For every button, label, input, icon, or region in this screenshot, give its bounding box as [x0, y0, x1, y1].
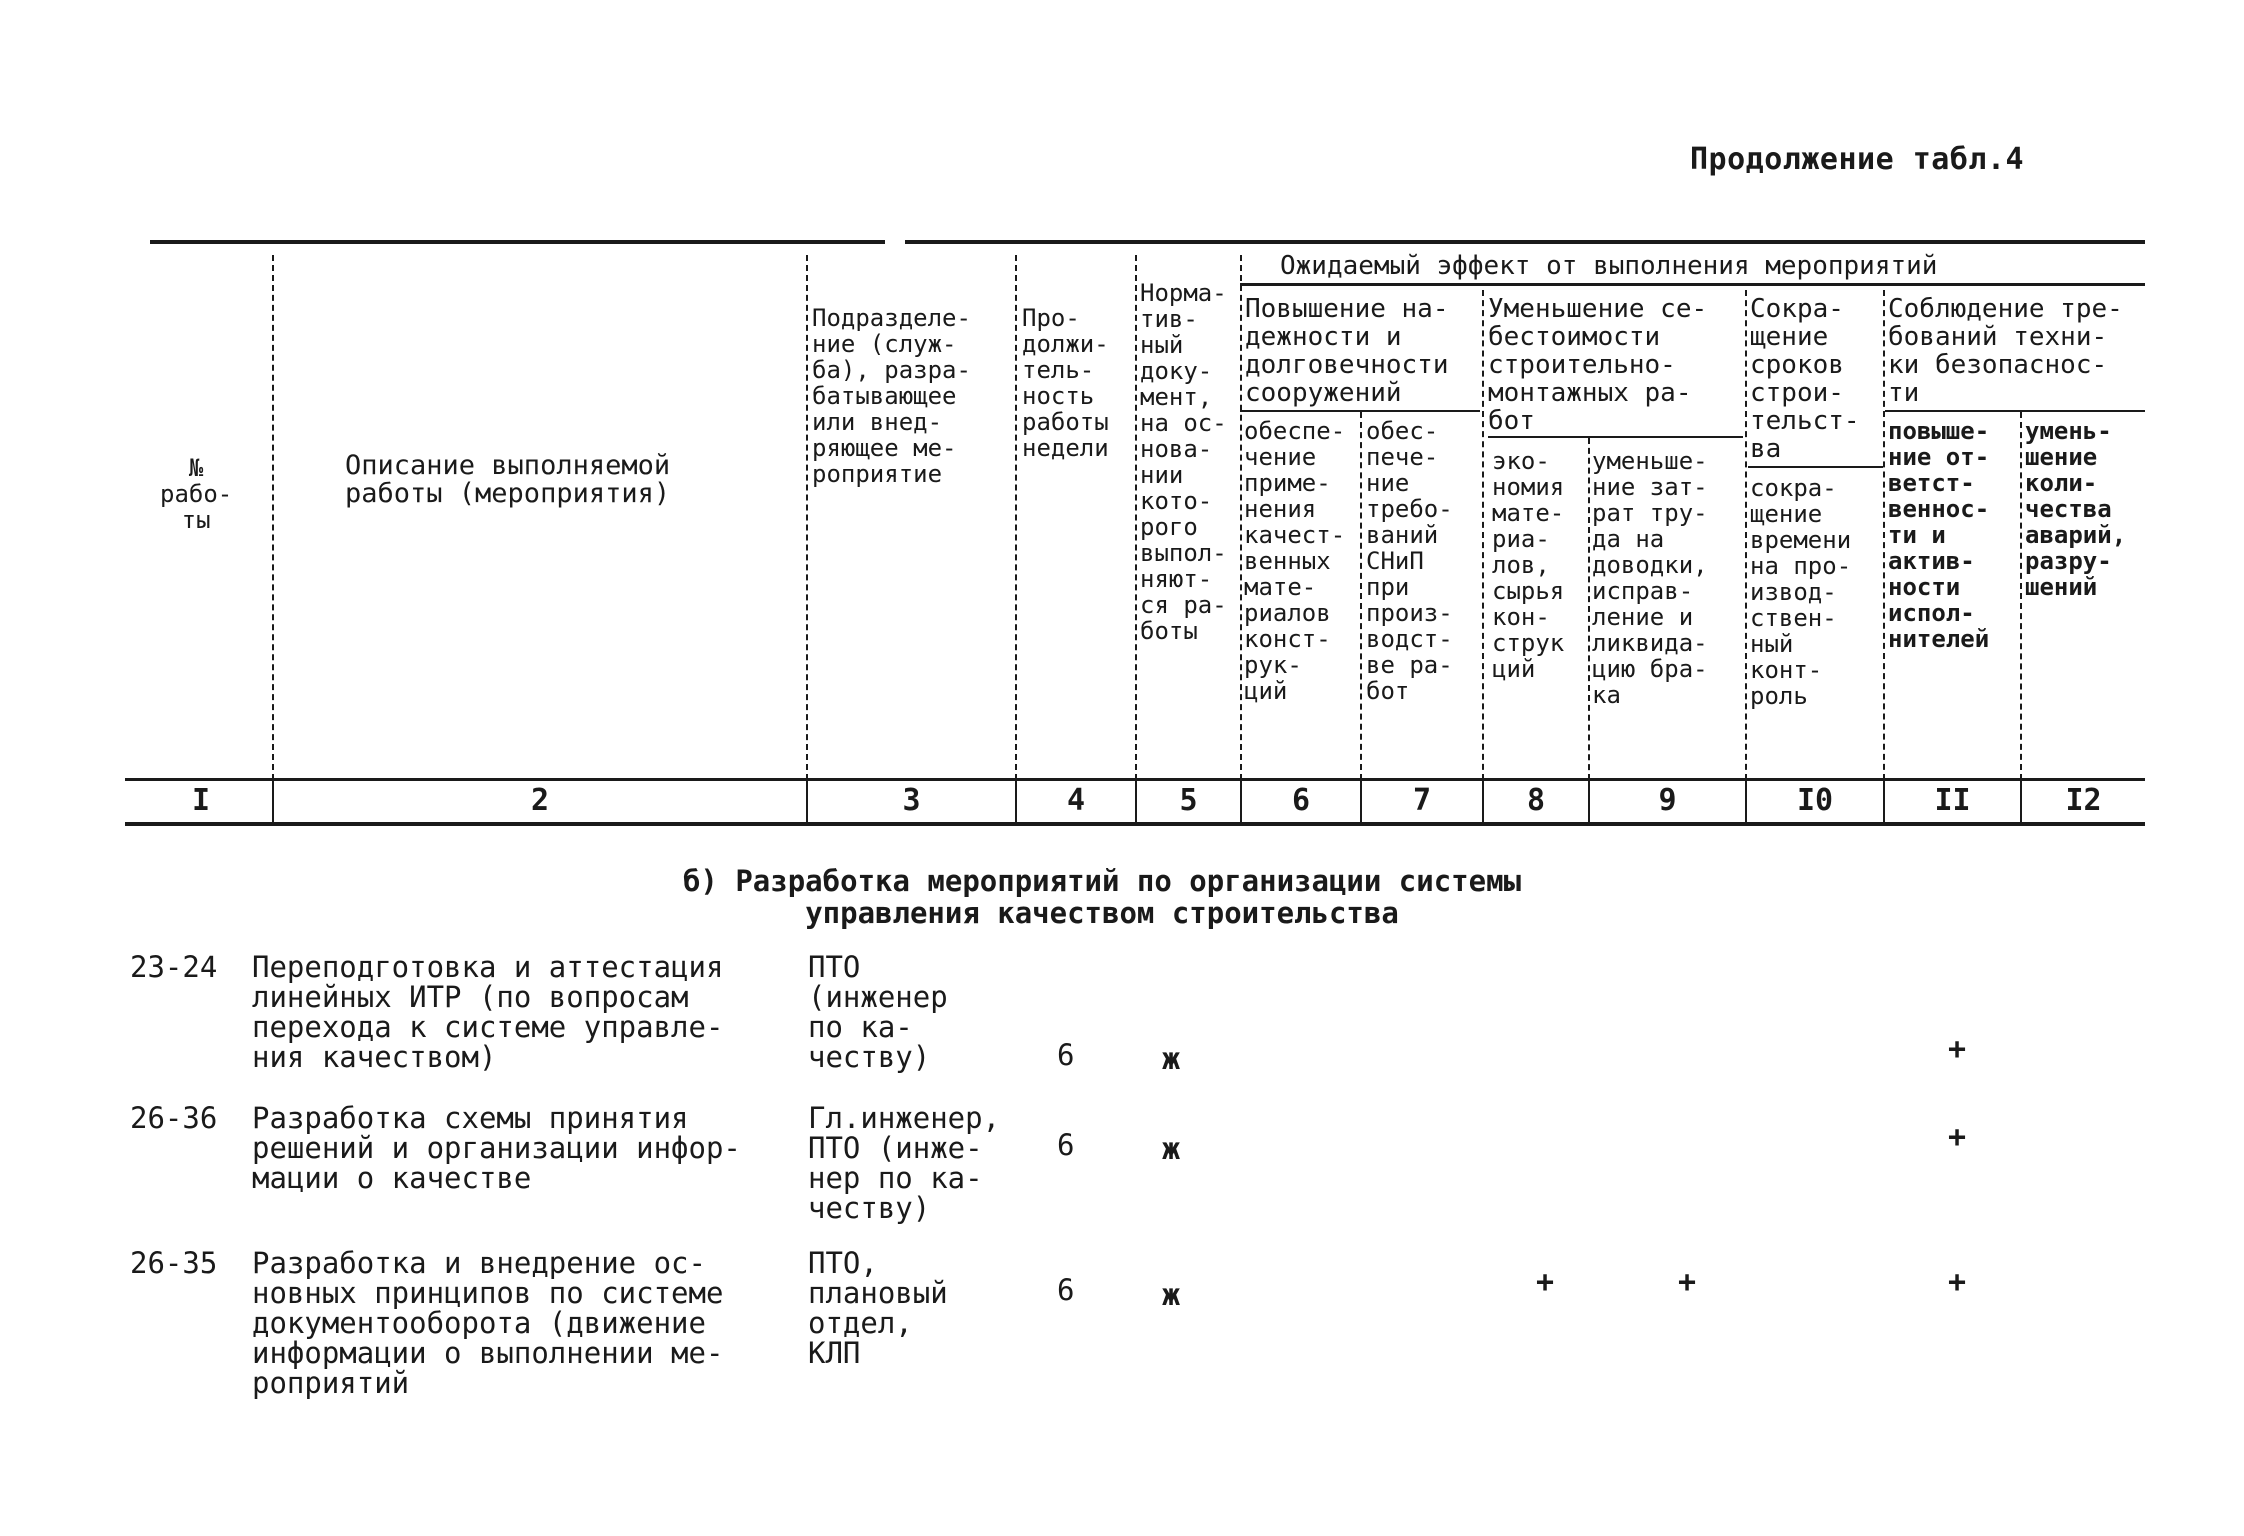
colnum-12: I2 [2065, 783, 2102, 818]
row-3-unit: ПТО, плановый отдел, КЛП [808, 1246, 948, 1370]
divider-9 [1745, 290, 1747, 780]
header-col-12: умень- шение коли- чества аварий, разру- шений [2025, 417, 2127, 601]
colnum-6: 6 [1291, 783, 1311, 818]
colnum-4: 4 [1066, 783, 1086, 818]
row-1-id: 23-24 [130, 950, 218, 984]
row-1-unit: ПТО (инженер по ка- честву) [808, 950, 948, 1074]
header-col-duration: Про- должи- тель- ность работы недели [1022, 304, 1109, 462]
divider-7 [1482, 290, 1484, 780]
numbers-bottom-rule [125, 822, 2145, 826]
row-3-mark-col9: + [1678, 1265, 1697, 1300]
row-2-unit: Гл.инженер, ПТО (инже- нер по ка- честву) [808, 1101, 1001, 1225]
divider-6 [1360, 412, 1362, 780]
colnum-8: 8 [1526, 783, 1546, 818]
header-col-number: № рабо- ты [160, 454, 233, 534]
divider-10 [1883, 290, 1885, 780]
effect-rule [1240, 283, 2145, 286]
row-2-norm-mark: ж [1162, 1132, 1181, 1167]
header-group-time: Сокра- щение сроков строи- тельст- ва [1750, 294, 1860, 464]
header-col-10: сокра- щение времени на про- извод- ствен- ный конт- роль [1750, 474, 1852, 710]
row-3-mark-col11: + [1948, 1265, 1967, 1300]
colnum-9: 9 [1658, 783, 1677, 818]
row-2-mark-col11: + [1948, 1120, 1967, 1155]
row-2-id: 26-36 [130, 1101, 218, 1135]
header-top-rule-right [905, 240, 2145, 244]
header-col-description: Описание выполняемой работы (мероприятия) [345, 450, 671, 509]
row-3-duration: 6 [1057, 1273, 1075, 1307]
row-1-mark-col11: + [1948, 1032, 1967, 1067]
divider-4 [1135, 255, 1137, 780]
continuation-title: Продолжение табл.4 [1690, 142, 2025, 177]
colnum-2: 2 [530, 783, 550, 818]
header-col-9: уменьше- ние зат- рат тру- да на доводки, исправ- ление и ликвида- цию бра- ка [1592, 447, 1708, 709]
row-2-description: Разработка схемы принятия решений и организации инфор- мации о качестве [252, 1101, 741, 1195]
colnum-3: 3 [902, 783, 921, 818]
header-col-unit: Подразделе- ние (служ- ба), разра- батывающее или внед- ряющее ме- роприятие [812, 304, 971, 488]
time-rule [1748, 466, 1883, 468]
header-group-safety: Соблюдение тре- бований техни- ки безопаснос- ти [1888, 294, 2123, 408]
header-col-7: обес- пече- ние требо- ваний СНиП при произ- водст- ве ра- бот [1366, 417, 1453, 705]
row-3-mark-col8: + [1536, 1265, 1555, 1300]
colnum-1: I [191, 783, 211, 818]
section-title [0, 865, 2244, 929]
colnum-11: II [1934, 783, 1971, 818]
header-col-norm: Норма- тив- ный доку- мент, на ос- нова- нии кото- рого выпол- няют- ся ра- боты [1140, 279, 1227, 645]
divider-5 [1240, 255, 1242, 780]
divider-1 [272, 255, 274, 780]
header-expected-effect: Ожидаемый эффект от выполнения мероприятий [1280, 251, 1938, 281]
colnum-7: 7 [1412, 783, 1432, 818]
divider-3 [1015, 255, 1017, 780]
row-1-duration: 6 [1057, 1038, 1075, 1072]
row-3-description: Разработка и внедрение ос- новных принципов по системе документооборота (движение информации о выполнении ме- роприятий [252, 1246, 724, 1400]
cost-rule [1488, 436, 1743, 438]
header-col-6: обеспе- чение приме- нения качест- венных мате- риалов конст- рук- ций [1244, 417, 1346, 705]
row-1-description: Переподготовка и аттестация линейных ИТР (по вопросам перехода к системе управле- ния качеством) [252, 950, 724, 1074]
safety-rule [1885, 410, 2145, 412]
header-group-cost: Уменьшение се- бестоимости строительно- монтажных ра- бот [1488, 294, 1708, 436]
divider-2 [806, 255, 808, 780]
divider-11 [2020, 412, 2022, 780]
row-1-norm-mark: ж [1162, 1042, 1181, 1077]
row-2-duration: 6 [1057, 1128, 1075, 1162]
row-3-norm-mark: ж [1162, 1278, 1181, 1313]
colnum-5: 5 [1179, 783, 1198, 818]
header-col-8: эко- номия мате- риа- лов, сырья кон- струк ций [1492, 447, 1565, 683]
section-title-text: б) Разработка мероприятий по организации системы управления качеством строительства [682, 864, 1522, 930]
colnum-10: I0 [1796, 783, 1834, 818]
header-top-rule [150, 240, 885, 244]
header-group-reliability: Повышение на- дежности и долговечности сооружений [1245, 294, 1449, 408]
row-3-id: 26-35 [130, 1246, 218, 1280]
header-col-11: повыше- ние от- ветст- веннос- ти и актив- ности испол- нителей [1888, 417, 1990, 653]
divider-8 [1588, 438, 1590, 780]
